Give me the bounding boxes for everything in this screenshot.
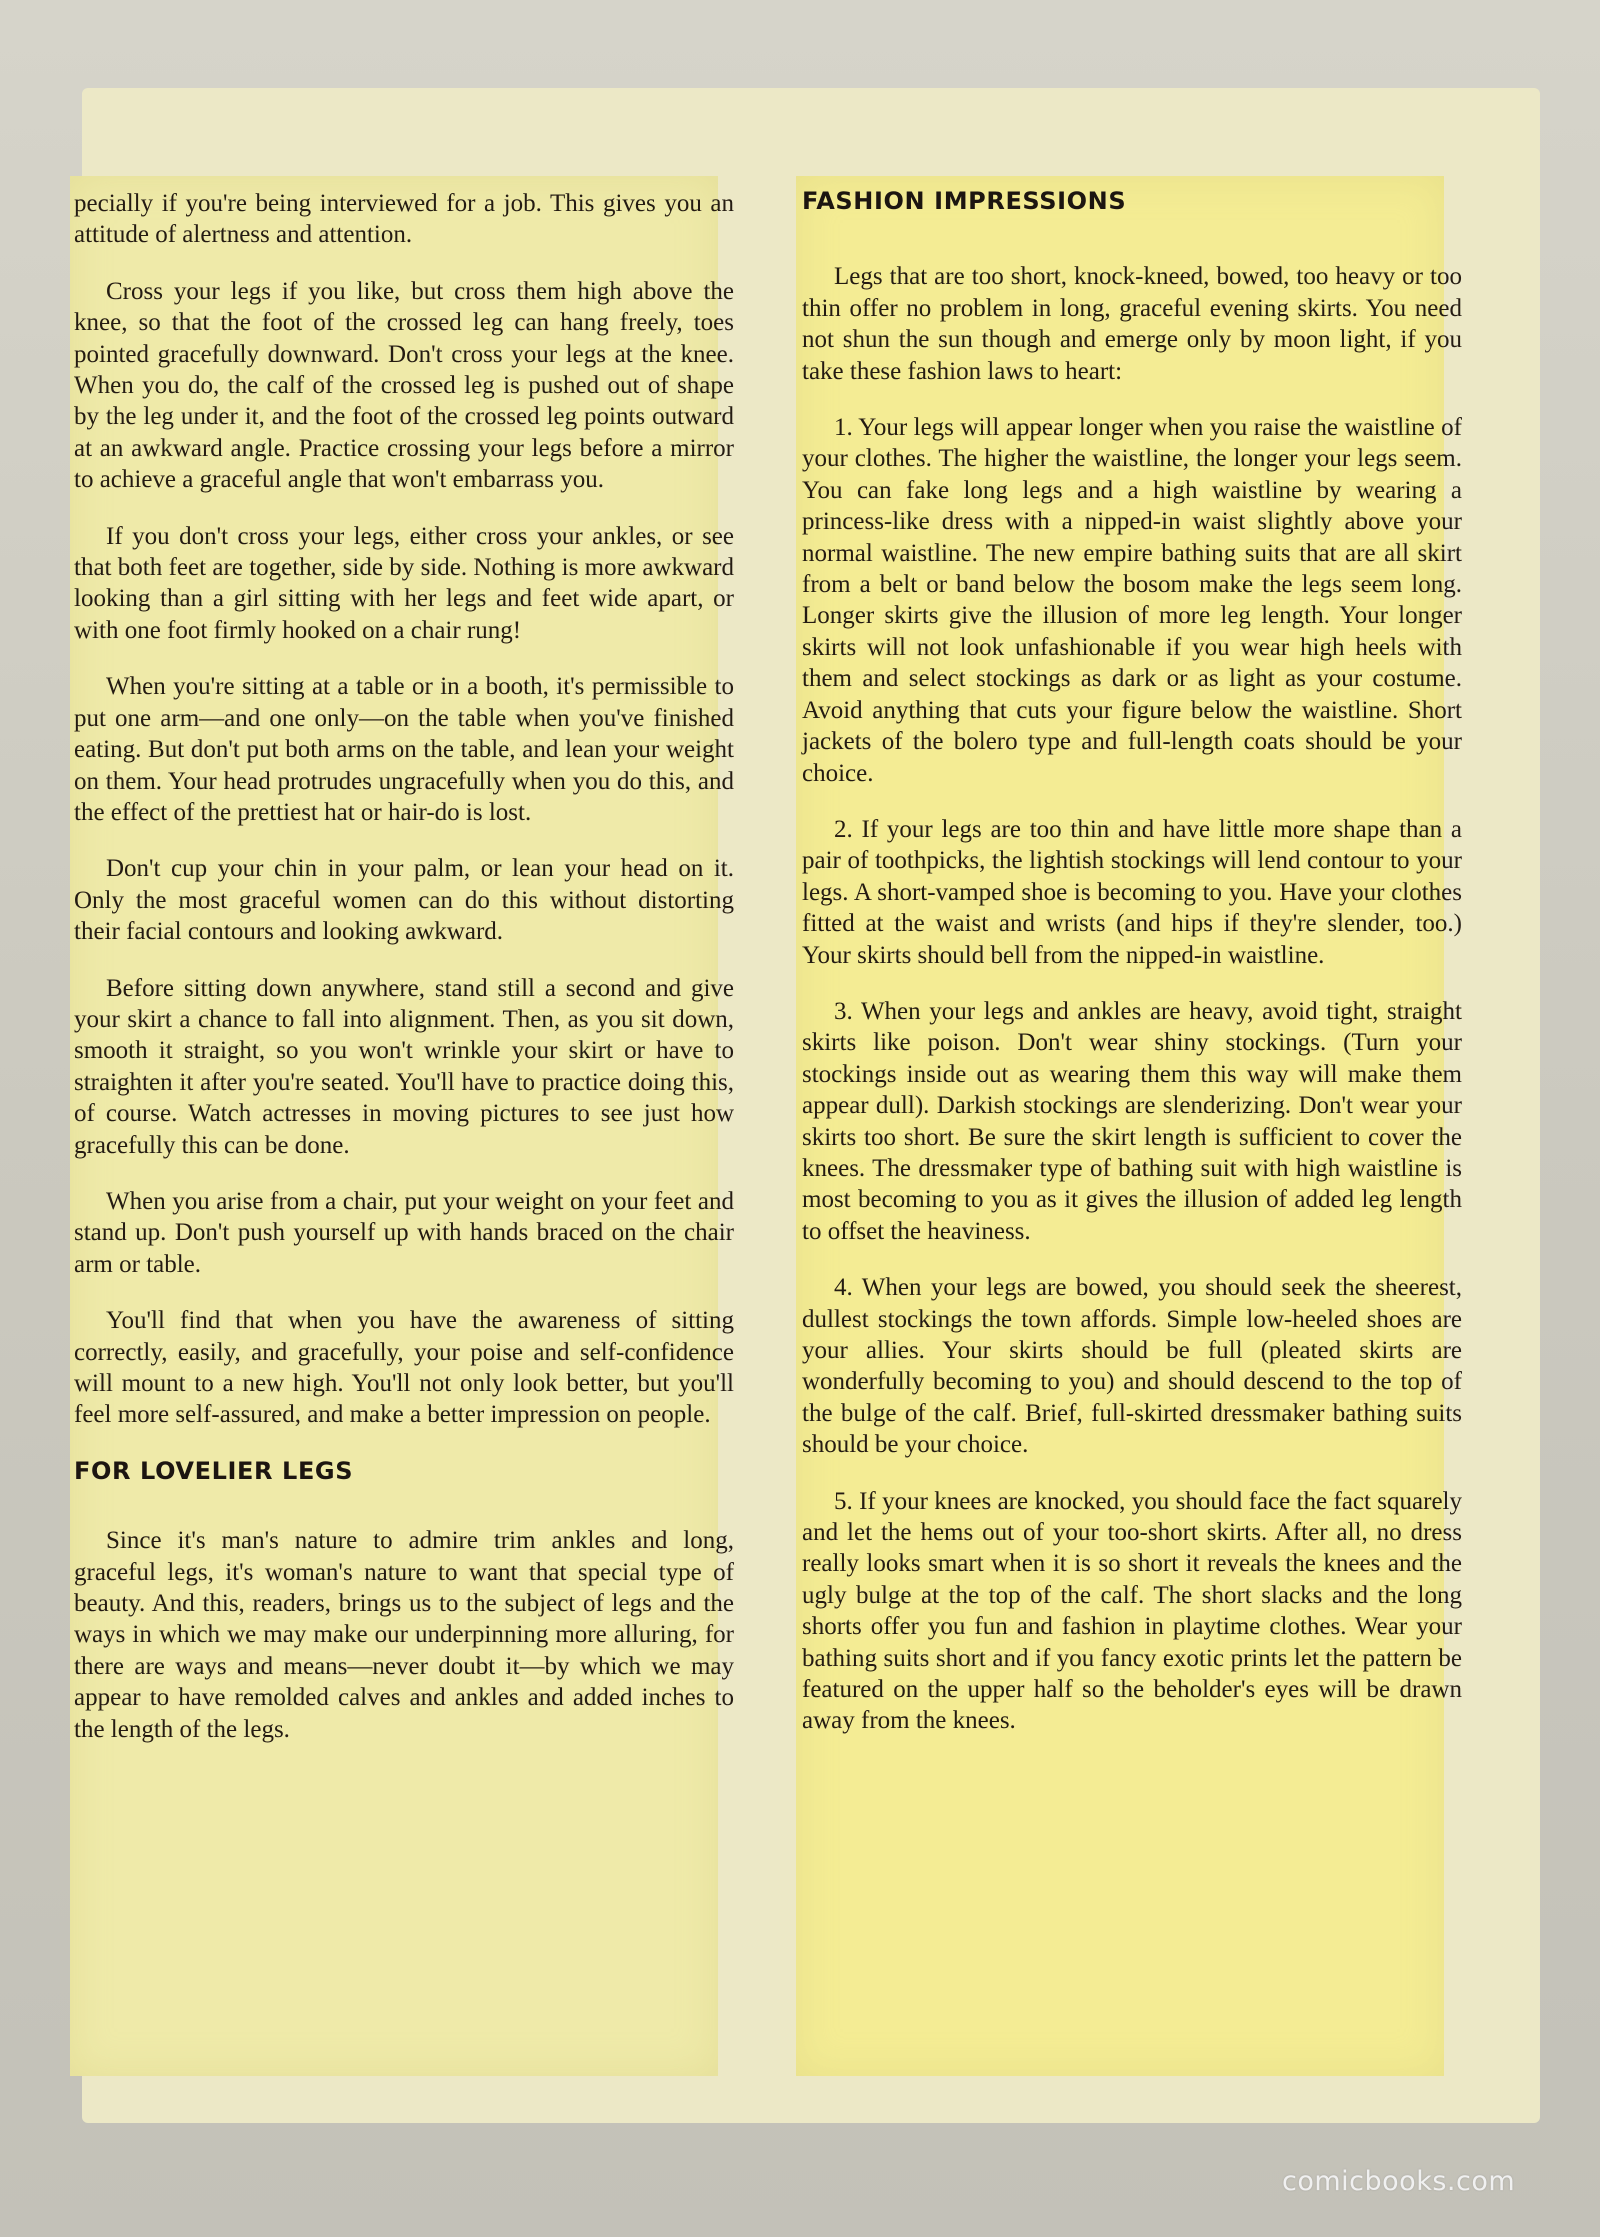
paragraph: Since it's man's nature to admire trim ankles and long, graceful legs, it's woman's nature to want that special type of beauty. And this, readers, brings us to the subject of legs and the ways in which we may make our underpinning more alluring, for there are ways and means—never doubt it—by which we may appear to have remolded calves and ankles and added inches to the length of the legs. [74,1527,734,1743]
paragraph: Before sitting down anywhere, stand still a second and give your skirt a chance to fall into alignment. Then, as you sit down, smooth it straight, so you won't wrinkle your skirt or have to straighten it after you're seated. You'll have to practice doing this, of course. Watch actresses in moving pictures to see just how gracefully this can be done. [74,974,734,1159]
paragraph: Cross your legs if you like, but cross them high above the knee, so that the foot of the crossed leg can hang freely, toes pointed gracefully downward. Don't cross your legs at the knee. When you do, the calf of the crossed leg is pushed out of shape by the leg under it, and the foot of the crossed leg points outward at an awkward angle. Practice crossing your legs before a mirror to achieve a graceful angle that won't embarrass you. [74,277,734,494]
watermark: comicbooks.com [1282,2166,1516,2197]
paragraph: 3. When your legs and ankles are heavy, avoid tight, straight skirts like poison. Don't wear shiny stockings. (Turn your stockings inside out as wearing them this way will make them appear dull). Darkish stockings are slenderizing. Don't wear your skirts too short. Be sure the skirt length is sufficient to cover the knees. The dressmaker type of bathing suit with high waistline is most becoming to you as it gives the illusion of added leg length to offset the heaviness. [802,997,1462,1245]
paragraph: If you don't cross your legs, either cross your ankles, or see that both feet are together, side by side. Nothing is more awkward looking than a girl sitting with her legs and feet wide apart, or with one foot firmly hooked on a chair rung! [74,522,734,644]
paragraph: 1. Your legs will appear longer when you raise the waistline of your clothes. The higher the waistline, the longer your legs seem. You can fake long legs and a high waistline by wearing a princess-like dress with a nipped-in waist slightly above your normal waistline. The new empire bathing suits that are all skirt from a belt or band below the bosom make the legs seem long. Longer skirts give the illusion of more leg length. Your longer skirts will not look unfashionable if you wear high heels with them and select stockings as dark or as light as your costume. Avoid anything that cuts your figure below the waistline. Short jackets of the bolero type and full-length coats should be your choice. [802,414,1462,787]
section-heading-fashion: FASHION IMPRESSIONS [802,187,1127,215]
right-column [802,188,1462,1762]
paragraph: You'll find that when you have the awareness of sitting correctly, easily, and gracefully, your poise and self-confidence will mount to a new high. You'll not only look better, but you'll feel more self-assured, and make a better impression on people. [74,1307,734,1429]
paragraph: Legs that are too short, knock-kneed, bowed, too heavy or too thin offer no problem in long, graceful evening skirts. You need not shun the sun though and emerge only by moon light, if you take these fashion laws to heart: [802,263,1462,385]
paragraph: When you arise from a chair, put your weight on your feet and stand up. Don't push yourself up with hands braced on the chair arm or table. [74,1187,734,1278]
paragraph: 5. If your knees are knocked, you should face the fact squarely and let the hems out of your too-short skirts. After all, no dress really looks smart when it is so short it reveals the knees and the ugly bulge at the top of the calf. The short slacks and the long shorts offer you fun and fashion in playtime clothes. Wear your bathing suits short and if you fancy exotic prints let the pattern be featured on the upper half so the beholder's eyes will be drawn away from the knees. [802,1487,1462,1735]
paragraph: 2. If your legs are too thin and have little more shape than a pair of toothpicks, the lightish stockings will lend contour to your legs. A short-vamped shoe is becoming to you. Have your clothes fitted at the waist and wrists (and hips if they're slender, too.) Your skirts should bell from the nipped-in waistline. [802,815,1462,969]
section-heading-legs: FOR LOVELIER LEGS [74,1456,354,1485]
paragraph: 4. When your legs are bowed, you should seek the sheerest, dullest stockings the town affords. Simple low-heeled shoes are your allies. Your skirts should be full (pleated skirts are wonderfully becoming to you) and should descend to the top of the bulge of the calf. Brief, full-skirted dressmaker bathing suits should be your choice. [802,1274,1462,1459]
paragraph: Don't cup your chin in your palm, or lean your head on it. Only the most graceful women can do this without distorting their facial contours and looking awkward. [74,855,734,946]
paragraph: pecially if you're being interviewed for a job. This gives you an attitude of alertness and attention. [74,190,734,249]
left-column [74,188,734,1770]
paragraph: When you're sitting at a table or in a booth, it's permissible to put one arm—and one only—on the table when you've finished eating. But don't put both arms on the table, and lean your weight on them. Your head protrudes ungracefully when you do this, and the effect of the prettiest hat or hair-do is lost. [74,673,734,826]
